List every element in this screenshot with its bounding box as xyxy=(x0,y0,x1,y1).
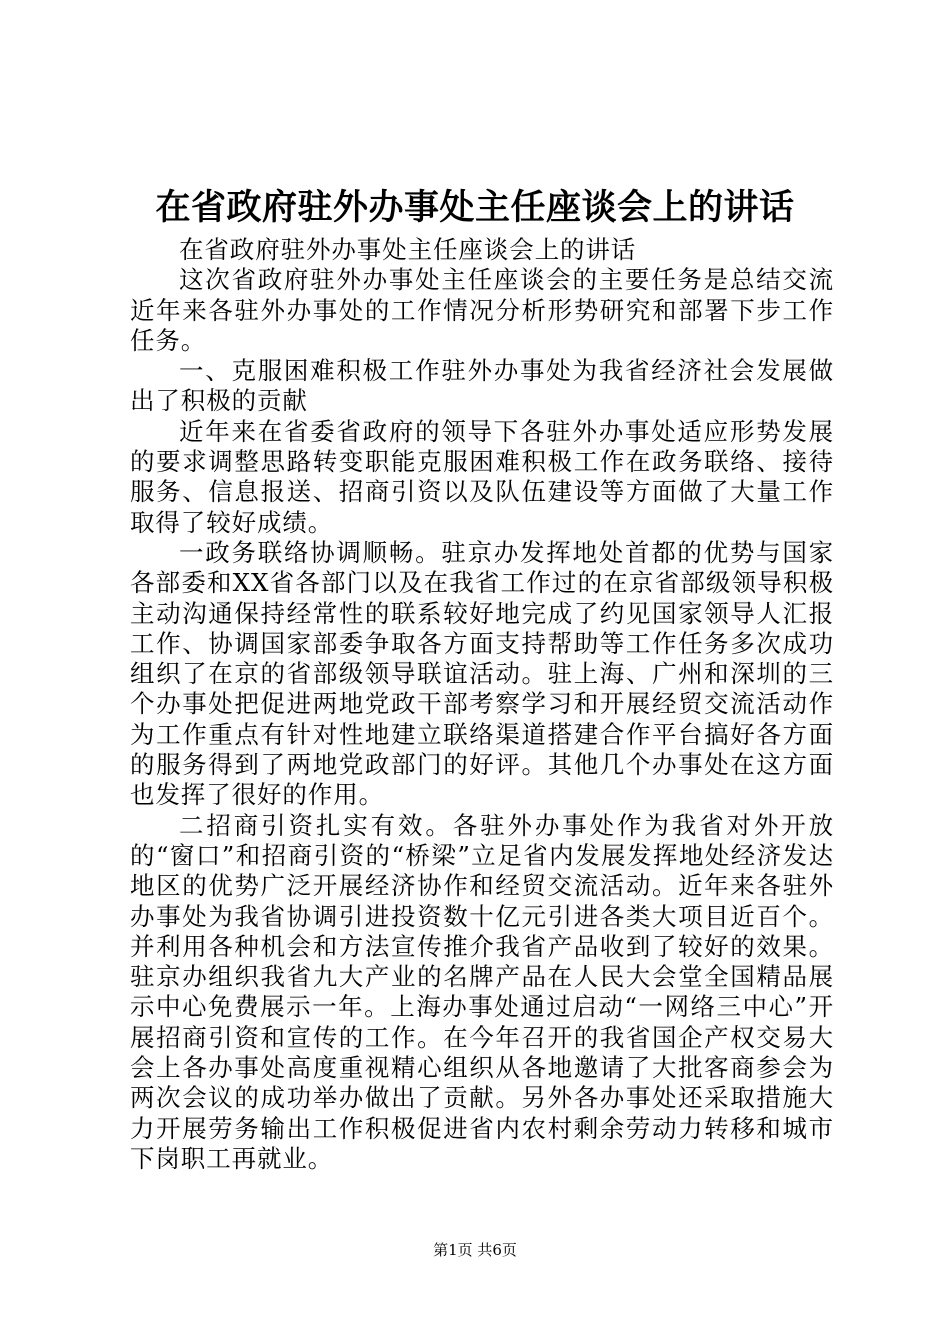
section-heading-1: 一、克服困难积极工作驻外办事处为我省经济社会发展做出了积极的贡献 xyxy=(130,356,834,416)
paragraph-achievements: 近年来在省委省政府的领导下各驻外办事处适应形势发展的要求调整思路转变职能克服困难积极工作在政务联络、接待服务、信息报送、招商引资以及队伍建设等方面做了大量工作取得了较好成绩。 xyxy=(130,416,834,537)
document-body xyxy=(130,235,834,1174)
page-footer: 第1页 共6页 xyxy=(433,1241,517,1259)
paragraph-subtitle: 在省政府驻外办事处主任座谈会上的讲话 xyxy=(179,235,637,264)
paragraph-intro: 这次省政府驻外办事处主任座谈会的主要任务是总结交流近年来各驻外办事处的工作情况分析形势研究和部署下步工作任务。 xyxy=(130,265,834,355)
paragraph-investment: 二招商引资扎实有效。各驻外办事处作为我省对外开放的“窗口”和招商引资的“桥梁”立足省内发展发挥地处经济发达地区的优势广泛开展经济协作和经贸交流活动。近年来各驻外办事处为我省协调引进投资数十亿元引进各类大项目近百个。并利用各种机会和方法宣传推介我省产品收到了较好的效果。驻京办组织我省九大产业的名牌产品在人民大会堂全国精品展示中心免费展示一年。上海办事处通过启动“一网络三中心”开展招商引资和宣传的工作。在今年召开的我省国企产权交易大会上各办事处高度重视精心组织从各地邀请了大批客商参会为两次会议的成功举办做出了贡献。另外各办事处还采取措施大力开展劳务输出工作积极促进省内农村剩余劳动力转移和城市下岗职工再就业。 xyxy=(130,810,834,1173)
document-title: 在省政府驻外办事处主任座谈会上的讲话 xyxy=(155,188,795,228)
paragraph-liaison: 一政务联络协调顺畅。驻京办发挥地处首都的优势与国家各部委和XX省各部门以及在我省工作过的在京省部级领导积极主动沟通保持经常性的联系较好地完成了约见国家领导人汇报工作、协调国家部委争取各方面支持帮助等工作任务多次成功组织了在京的省部级领导联谊活动。驻上海、广州和深圳的三个办事处把促进两地党政干部考察学习和开展经贸交流活动作为工作重点有针对性地建立联络渠道搭建合作平台搞好各方面的服务得到了两地党政部门的好评。其他几个办事处在这方面也发挥了很好的作用。 xyxy=(130,537,834,810)
